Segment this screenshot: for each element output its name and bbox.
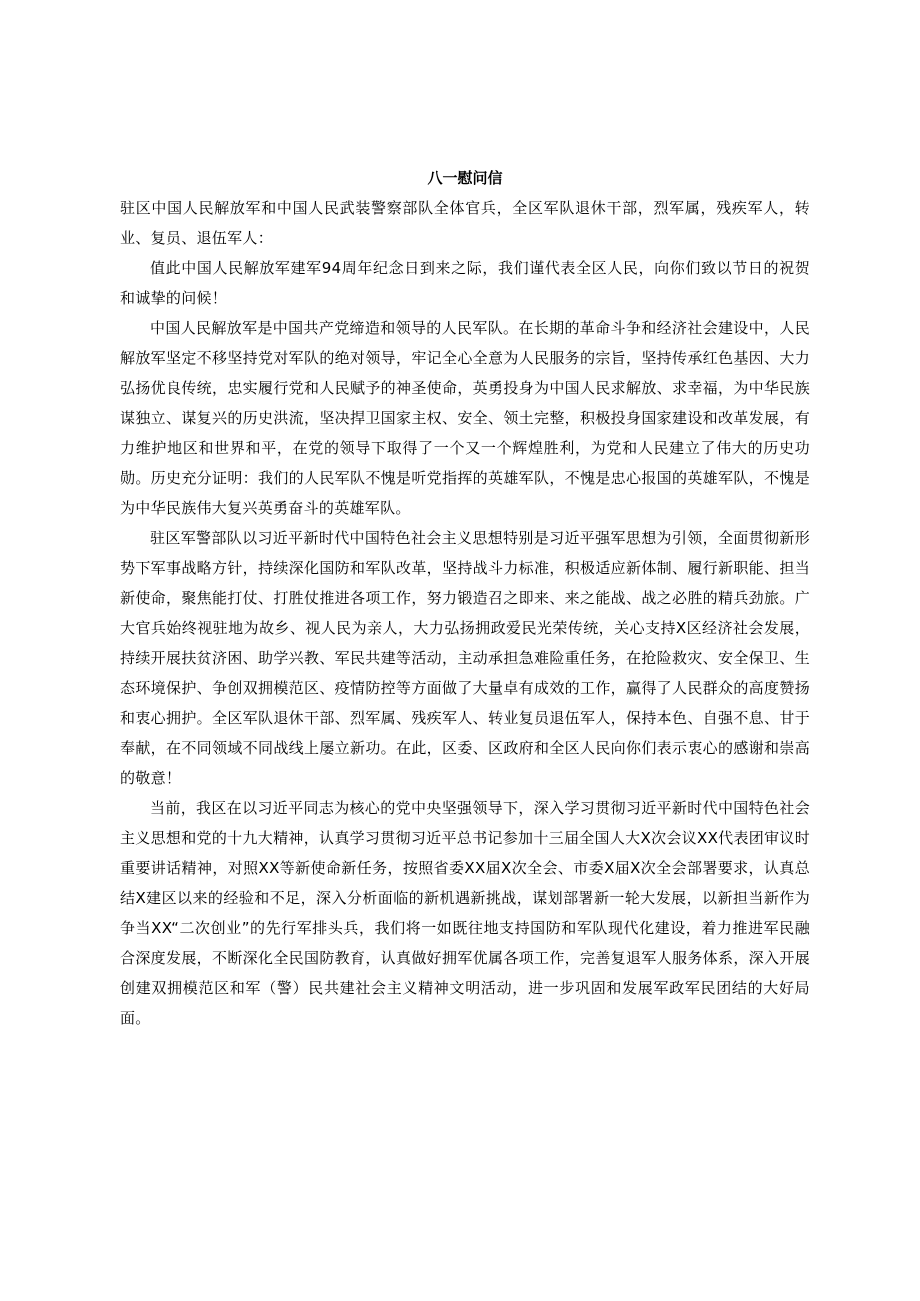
paragraph-greeting: 值此中国人民解放军建军94周年纪念日到来之际，我们谨代表全区人民，向你们致以节日的祝贺和诚挚的问候！ — [120, 259, 810, 307]
paragraph-garrison-troops: 驻区军警部队以习近平新时代中国特色社会主义思想特别是习近平强军思想为引领，全面贯彻新形势下军事战略方针，持续深化国防和军队改革，坚持战斗力标准，积极适应新体制、履行新职能、担当新使命，聚焦能打仗、打胜仗推进各项工作，努力锻造召之即来、来之能战、战之必胜的精兵劲旅。广大官兵始终视驻地为故乡、视人民为亲人，大力弘扬拥政爱民光荣传统，关心支持X区经济社会发展，持续开展扶贫济困、助学兴教、军民共建等活动，主动承担急难险重任务，在抢险救灾、安全保卫、生态环境保护、争创双拥模范区、疫情防控等方面做了大量卓有成效的工作，赢得了人民群众的高度赞扬和衷心拥护。全区军队退休干部、烈军属、残疾军人、转业复员退伍军人，保持本色、自强不息、甘于奉献，在不同领域不同战线上屡立新功。在此，区委、区政府和全区人民向你们表示衷心的感谢和崇高的敬意！ — [120, 529, 810, 787]
letter-page — [120, 163, 810, 1033]
letter-salutation: 驻区中国人民解放军和中国人民武装警察部队全体官兵，全区军队退休干部，烈军属，残疾军人，转业、复员、退伍军人： — [120, 199, 810, 247]
paragraph-pla-history: 中国人民解放军是中国共产党缔造和领导的人民军队。在长期的革命斗争和经济社会建设中，人民解放军坚定不移坚持党对军队的绝对领导，牢记全心全意为人民服务的宗旨，坚持传承红色基因、大力弘扬优良传统，忠实履行党和人民赋予的神圣使命，英勇投身为中国人民求解放、求幸福，为中华民族谋独立、谋复兴的历史洪流，坚决捍卫国家主权、安全、领土完整，积极投身国家建设和改革发展，有力维护地区和世界和平，在党的领导下取得了一个又一个辉煌胜利，为党和人民建立了伟大的历史功勋。历史充分证明：我们的人民军队不愧是听党指挥的英雄军队，不愧是忠心报国的英雄军队，不愧是为中华民族伟大复兴英勇奋斗的英雄军队。 — [120, 319, 810, 517]
paragraph-current-tasks: 当前，我区在以习近平同志为核心的党中央坚强领导下，深入学习贯彻习近平新时代中国特色社会主义思想和党的十九大精神，认真学习贯彻习近平总书记参加十三届全国人大X次会议XX代表团审议时重要讲话精神，对照XX等新使命新任务，按照省委XX届X次全会、市委X届X次全会部署要求，认真总结X建区以来的经验和不足，深入分析面临的新机遇新挑战，谋划部署新一轮大发展，以新担当新作为争当XX“二次创业”的先行军排头兵，我们将一如既往地支持国防和军队现代化建设，着力推进军民融合深度发展，不断深化全民国防教育，认真做好拥军优属各项工作，完善复退军人服务体系，深入开展创建双拥模范区和军（警）民共建社会主义精神文明活动，进一步巩固和发展军政军民团结的大好局面。 — [120, 799, 810, 1027]
letter-title: 八一慰问信 — [427, 169, 503, 187]
